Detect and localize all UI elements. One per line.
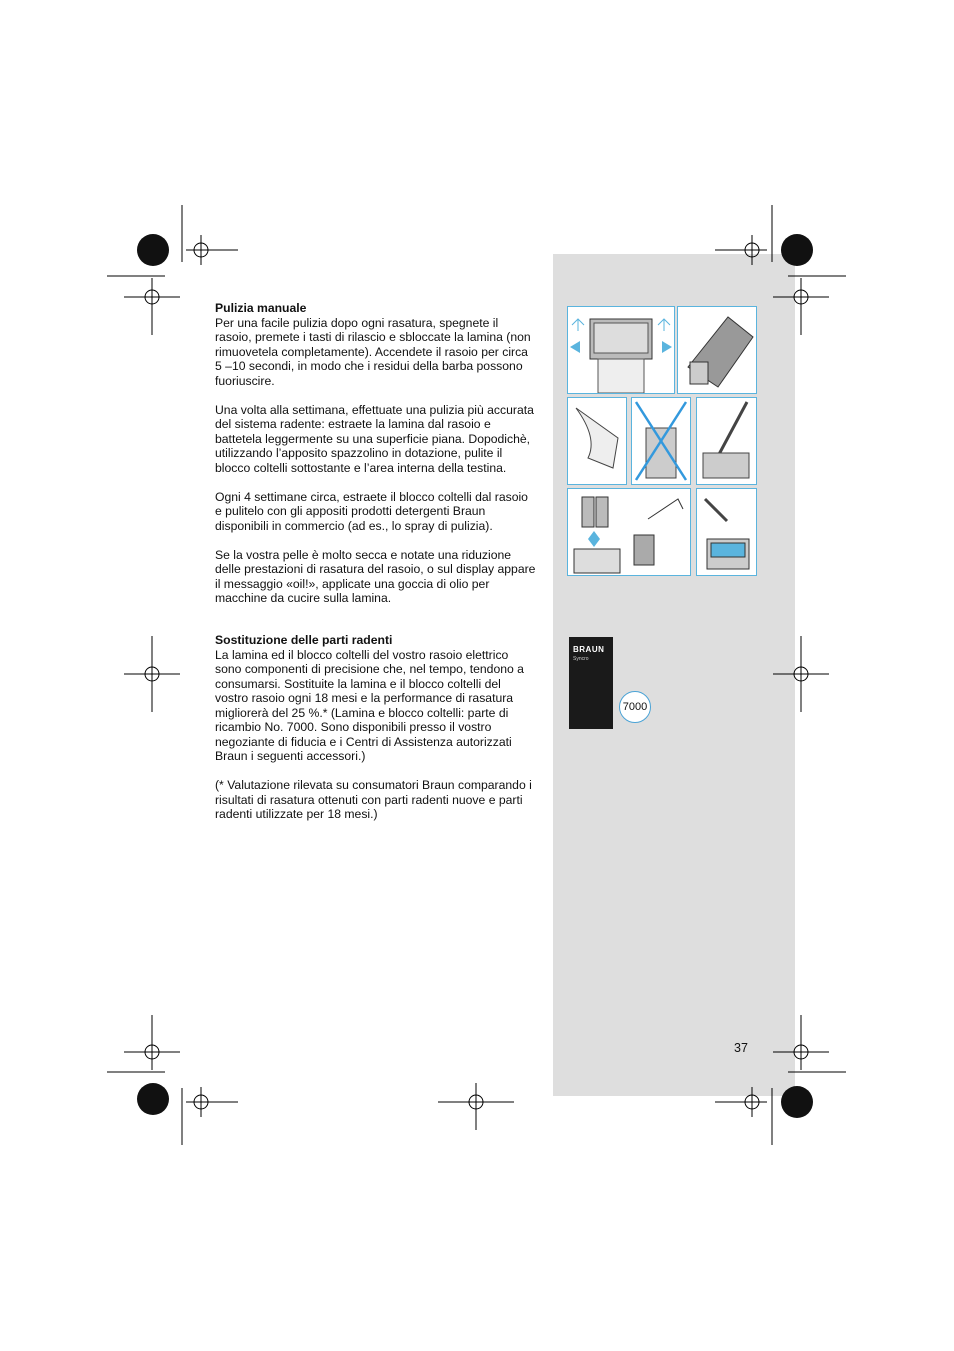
- part-number-badge: 7000: [619, 691, 651, 723]
- page-number: 37: [734, 1041, 748, 1055]
- paragraph: (* Valutazione rilevata su consumatori Braun comparando i risultati di rasatura ottenuti con parti radenti nuove e parti radenti utilizzate per 18 mesi.): [215, 778, 532, 821]
- pack-subtitle: Syncro: [573, 656, 589, 662]
- paragraph: Una volta alla settimana, effettuate una pulizia più accurata del sistema radente: estraete la lamina dal rasoio e battetela leggermente su una superficie piana. Dopodichè, utilizzando l’apposito spazzolino in dotazione, pulite il blocco coltelli sottostante e l’area interna della testina.: [215, 402, 534, 475]
- pack-brand: BRAUN: [573, 645, 605, 654]
- section-title: Sostituzione delle parti radenti: [215, 633, 393, 647]
- paragraph: La lamina ed il blocco coltelli del vostro rasoio elettrico sono componenti di precisione che, nel tempo, tendono a consumarsi. Sostituite la lamina e il blocco coltelli del vostro rasoio ogni 18 mesi e la performance di rasatura migliorerà del 25 %.* (Lamina e blocco coltelli: parte di ricambio No. 7000. Sono disponibili presso il vostro negoziante di fiducia e i Centri di Assistenza autorizzati Braun i seguenti accessori.): [215, 647, 524, 763]
- paragraph: Ogni 4 settimane circa, estraete il blocco coltelli dal rasoio e pulitelo con gli appositi prodotti detergenti Braun disponibili in commercio (ad es., lo spray di pulizia).: [215, 489, 528, 533]
- section-title: Pulizia manuale: [215, 301, 307, 315]
- paragraph: Per una facile pulizia dopo ogni rasatura, spegnete il rasoio, premete i tasti di rilascio e sbloccate la lamina (non rimuovetela completamente). Accendete il rasoio per circa 5 –10 secondi, in modo che i residui della barba possono fuoriuscire.: [215, 315, 531, 388]
- paragraph: Se la vostra pelle è molto secca e notate una riduzione delle prestazioni di rasatura del rasoio, o sul display appare il messaggio «oil!», applicate una goccia di olio per macchine da cucire sulla lamina.: [215, 547, 536, 605]
